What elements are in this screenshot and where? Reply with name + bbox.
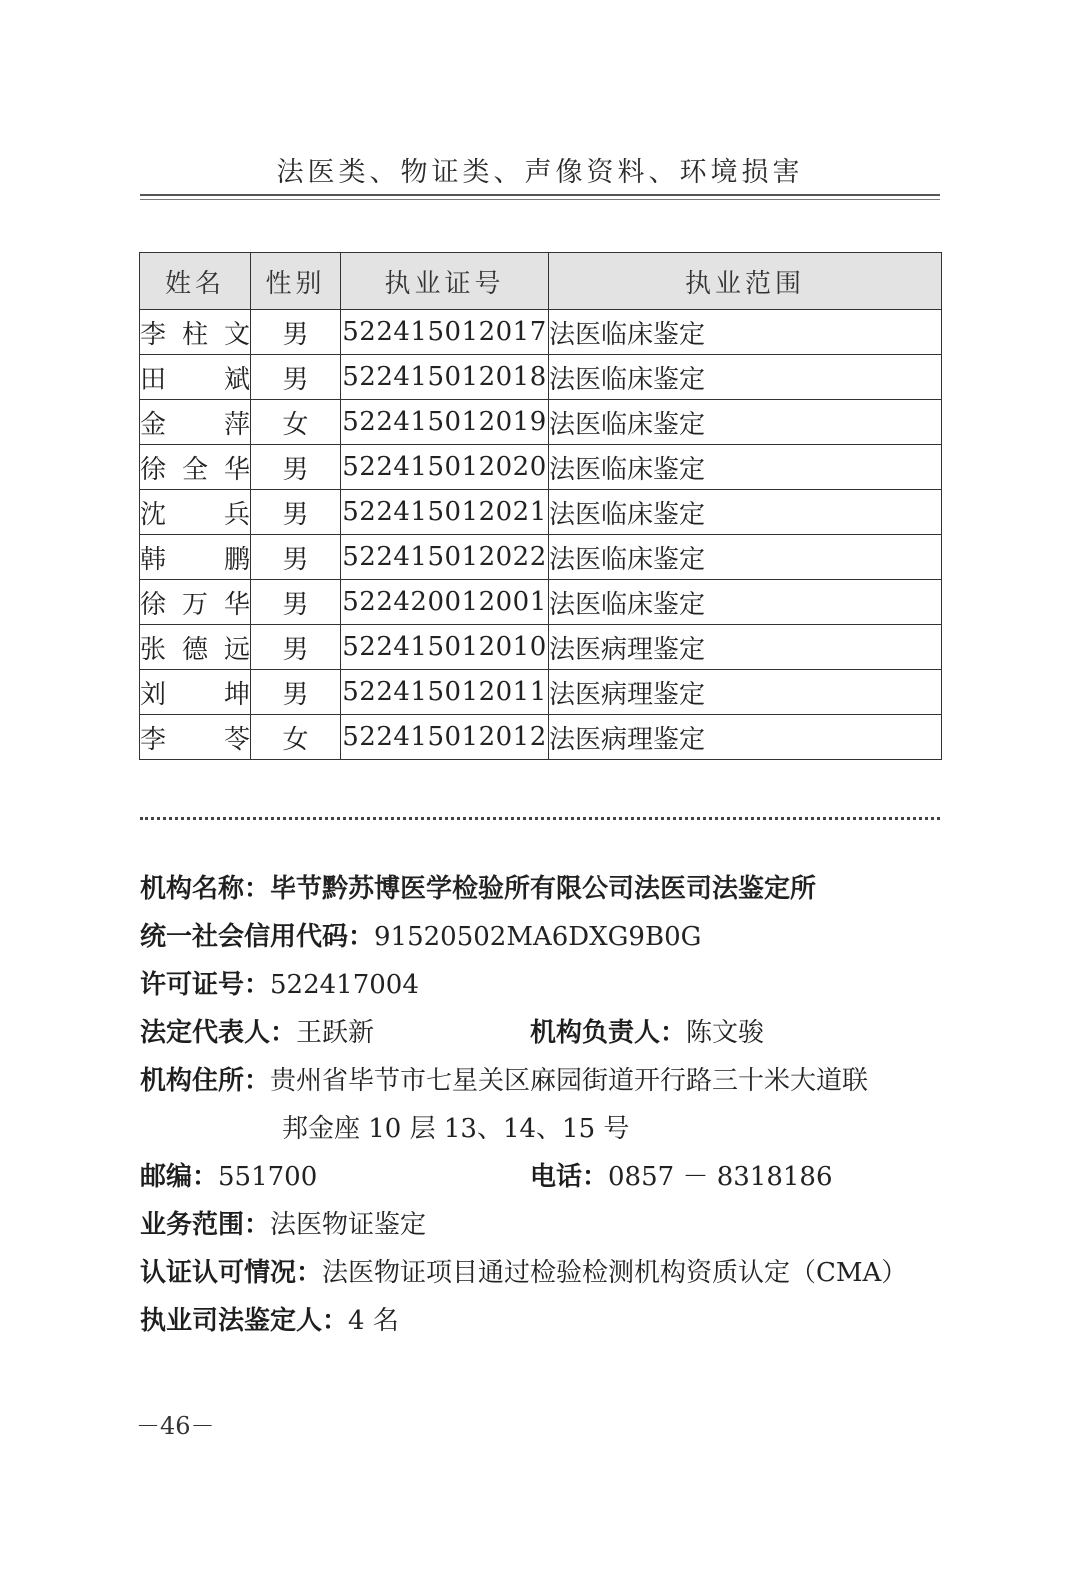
- license-number-line: [140, 964, 419, 1001]
- address-line: [140, 1060, 868, 1097]
- column-header-gender: 性别: [251, 253, 341, 310]
- cell-license: 522415012011: [341, 670, 549, 715]
- cell-gender: 男: [251, 580, 341, 625]
- cell-name: 田斌: [140, 355, 251, 400]
- cell-scope: 法医临床鉴定: [549, 580, 942, 625]
- running-header-title: 法医类、物证类、声像资料、环境损害: [276, 157, 804, 188]
- appraisers-count-value: 4 名: [348, 1306, 399, 1336]
- cell-name: 徐全华: [140, 445, 251, 490]
- cell-license: 522415012010: [341, 625, 549, 670]
- cell-scope: 法医临床鉴定: [549, 535, 942, 580]
- legal-rep-label: 法定代表人：: [140, 1018, 297, 1048]
- cell-license: 522415012019: [341, 400, 549, 445]
- appraisers-count-label: 执业司法鉴定人：: [140, 1306, 349, 1336]
- director-line: [530, 1012, 764, 1049]
- cell-name: 张德远: [140, 625, 251, 670]
- table-row: [140, 580, 942, 625]
- phone-value: 0857 － 8318186: [608, 1162, 833, 1192]
- legal-rep-line: [140, 1012, 374, 1049]
- header-rule-thin: [140, 199, 940, 200]
- business-scope-value: 法医物证鉴定: [270, 1210, 427, 1240]
- cell-gender: 女: [251, 715, 341, 760]
- cell-scope: 法医临床鉴定: [549, 400, 942, 445]
- cell-scope: 法医临床鉴定: [549, 490, 942, 535]
- table-row: [140, 625, 942, 670]
- director-label: 机构负责人：: [530, 1018, 687, 1048]
- postcode-label: 邮编：: [140, 1162, 219, 1192]
- institution-name-line: [140, 868, 816, 905]
- cell-gender: 男: [251, 670, 341, 715]
- phone-line: [530, 1156, 833, 1193]
- cell-license: 522415012018: [341, 355, 549, 400]
- postcode-line: [140, 1156, 317, 1193]
- business-scope-label: 业务范围：: [140, 1210, 271, 1240]
- cell-license: 522415012012: [341, 715, 549, 760]
- address-value-line2: 邦金座 10 层 13、14、15 号: [282, 1114, 630, 1144]
- address-continuation: [282, 1108, 629, 1145]
- table-header-row: [140, 253, 942, 310]
- credit-code-label: 统一社会信用代码：: [140, 922, 375, 952]
- cell-scope: 法医临床鉴定: [549, 445, 942, 490]
- cell-license: 522415012020: [341, 445, 549, 490]
- appraisers-count-line: [140, 1300, 399, 1337]
- appraiser-table: [139, 252, 942, 760]
- cell-scope: 法医病理鉴定: [549, 715, 942, 760]
- legal-rep-value: 王跃新: [296, 1018, 375, 1048]
- license-number-label: 许可证号：: [140, 970, 271, 1000]
- cell-gender: 男: [251, 625, 341, 670]
- institution-name-label: 机构名称：: [140, 874, 271, 904]
- header-rule: [140, 194, 940, 196]
- table-row: [140, 535, 942, 580]
- cell-name: 沈兵: [140, 490, 251, 535]
- cell-name: 刘坤: [140, 670, 251, 715]
- table-row: [140, 715, 942, 760]
- column-header-license: 执业证号: [341, 253, 549, 310]
- cell-scope: 法医病理鉴定: [549, 625, 942, 670]
- table-row: [140, 670, 942, 715]
- certification-value: 法医物证项目通过检验检测机构资质认定（CMA）: [322, 1258, 908, 1288]
- address-label: 机构住所：: [140, 1066, 271, 1096]
- table-row: [140, 490, 942, 535]
- cell-scope: 法医临床鉴定: [549, 355, 942, 400]
- cell-gender: 男: [251, 535, 341, 580]
- page-number: －46－: [136, 1412, 215, 1440]
- address-value-line1: 贵州省毕节市七星关区麻园街道开行路三十米大道联: [270, 1066, 869, 1096]
- cell-name: 金萍: [140, 400, 251, 445]
- credit-code-line: [140, 916, 701, 953]
- cell-gender: 男: [251, 445, 341, 490]
- cell-name: 徐万华: [140, 580, 251, 625]
- cell-license: 522415012021: [341, 490, 549, 535]
- business-scope-line: [140, 1204, 426, 1241]
- certification-label: 认证认可情况：: [140, 1258, 323, 1288]
- postcode-value: 551700: [218, 1162, 318, 1192]
- cell-name: 李苓: [140, 715, 251, 760]
- certification-line: [140, 1252, 907, 1289]
- table-row: [140, 310, 942, 355]
- cell-license: 522415012022: [341, 535, 549, 580]
- institution-name-value: 毕节黔苏博医学检验所有限公司法医司法鉴定所: [270, 874, 817, 904]
- table-row: [140, 355, 942, 400]
- cell-license: 522420012001: [341, 580, 549, 625]
- cell-gender: 男: [251, 310, 341, 355]
- cell-name: 韩鹏: [140, 535, 251, 580]
- license-number-value: 522417004: [270, 970, 419, 1000]
- cell-scope: 法医病理鉴定: [549, 670, 942, 715]
- cell-license: 522415012017: [341, 310, 549, 355]
- table-row: [140, 445, 942, 490]
- column-header-name: 姓名: [140, 253, 251, 310]
- director-value: 陈文骏: [686, 1018, 765, 1048]
- phone-label: 电话：: [530, 1162, 609, 1192]
- cell-gender: 男: [251, 355, 341, 400]
- column-header-scope: 执业范围: [549, 253, 942, 310]
- table-row: [140, 400, 942, 445]
- dotted-separator: [140, 817, 940, 820]
- cell-scope: 法医临床鉴定: [549, 310, 942, 355]
- cell-gender: 女: [251, 400, 341, 445]
- credit-code-value: 91520502MA6DXG9B0G: [374, 922, 702, 952]
- cell-gender: 男: [251, 490, 341, 535]
- cell-name: 李柱文: [140, 310, 251, 355]
